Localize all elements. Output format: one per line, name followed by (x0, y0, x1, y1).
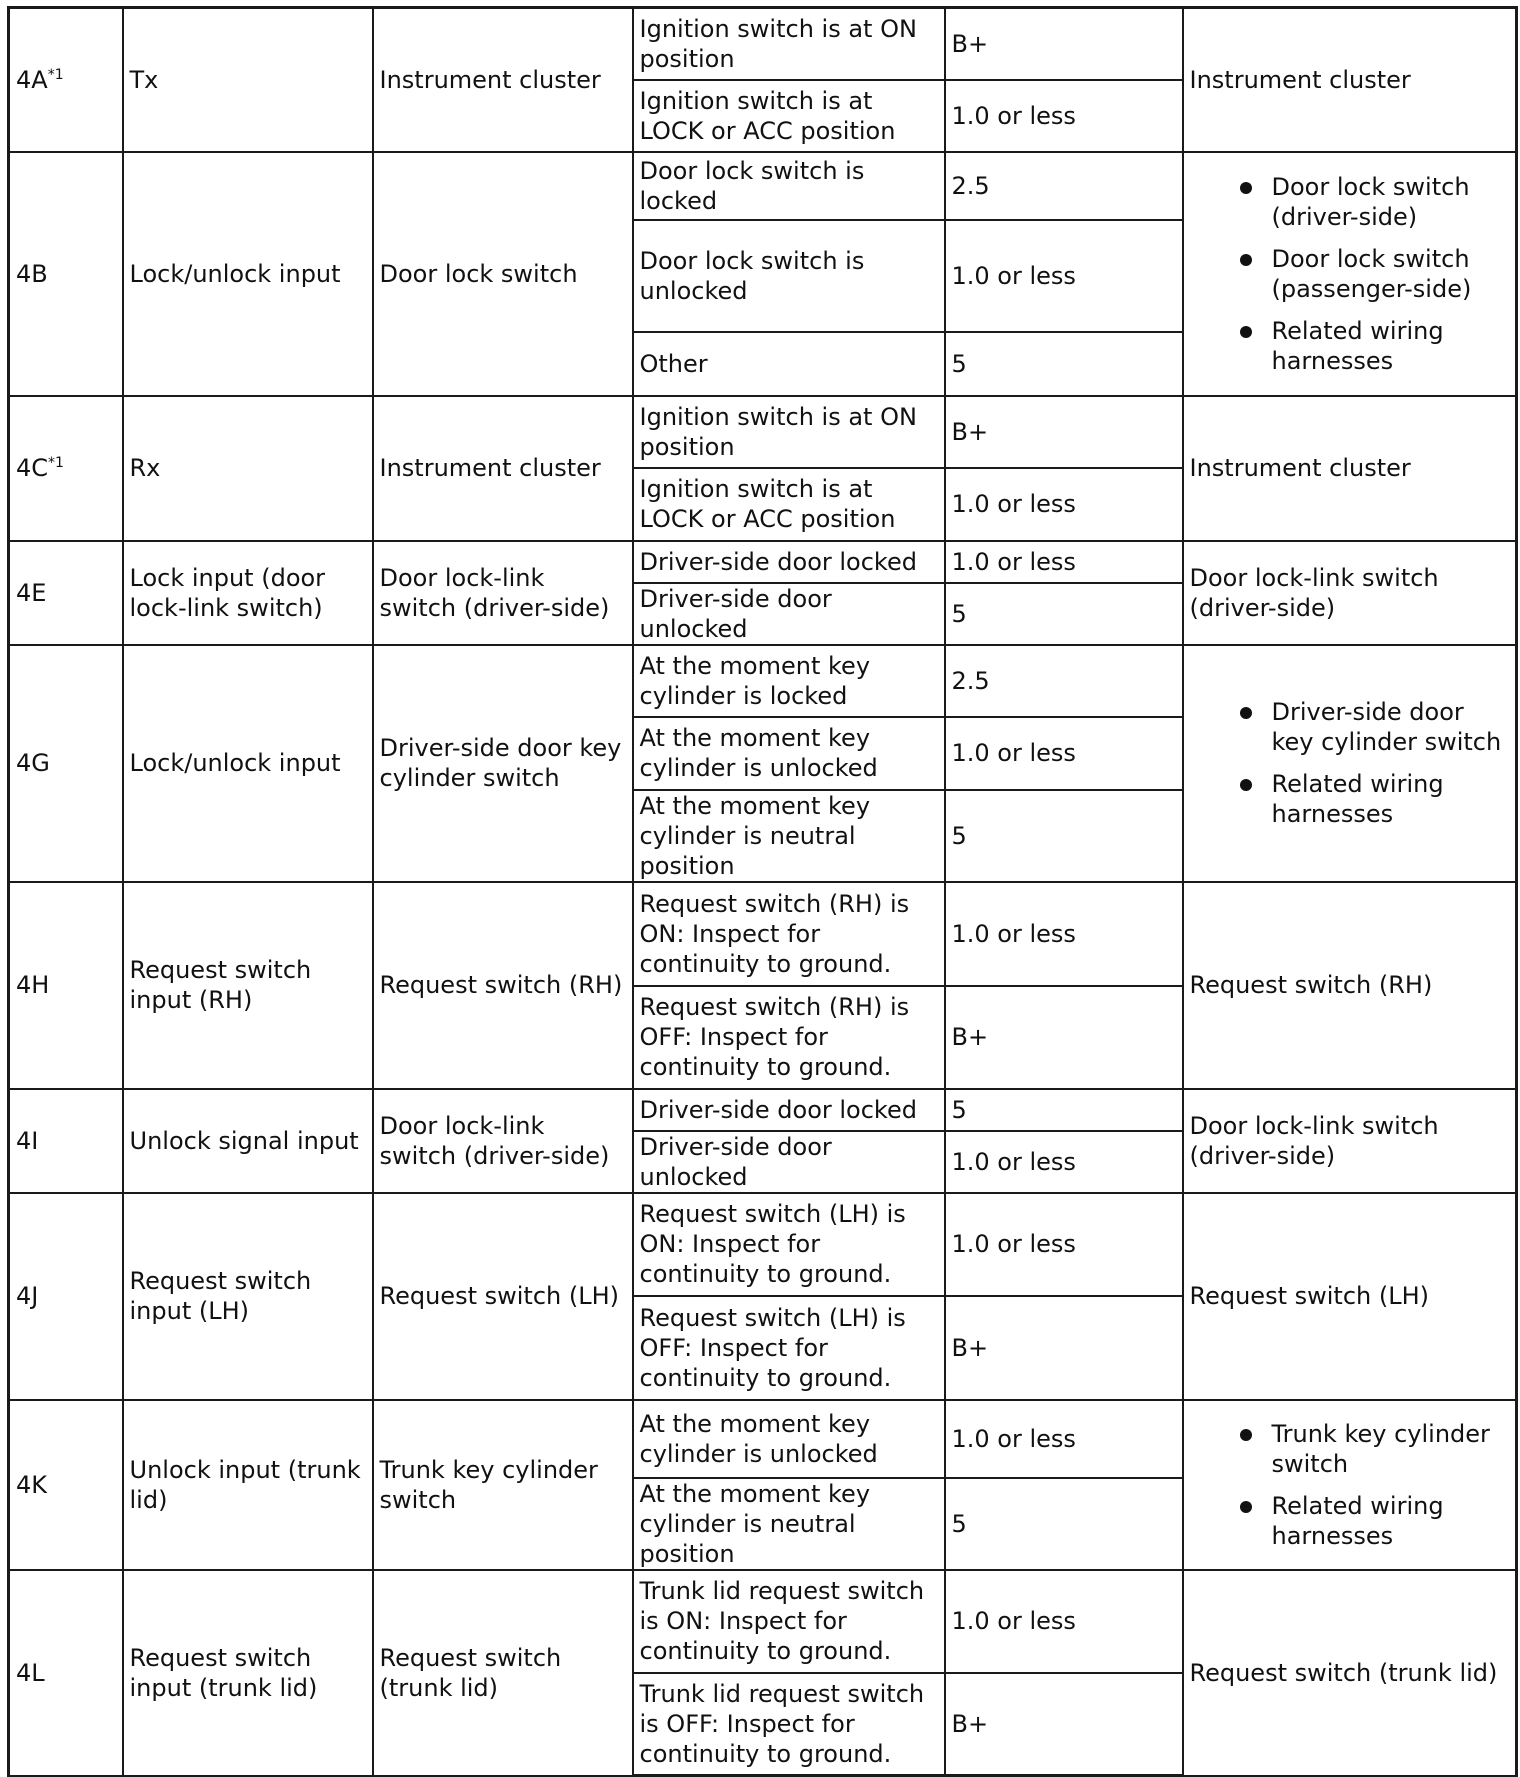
connected-to-cell: Driver-side door key cylinder switch (373, 645, 633, 882)
voltage-cell: 5 (945, 583, 1183, 645)
inspection-bullet-item: Door lock switch (passenger-side) (1272, 244, 1510, 304)
signal-name-cell: Unlock input (trunk lid) (123, 1400, 373, 1570)
terminal-label: 4L (16, 1658, 45, 1687)
condition-cell: Request switch (LH) is ON: Inspect for continuity to ground. (633, 1193, 945, 1296)
terminal-label: 4B (16, 259, 48, 288)
footnote-marker: *1 (47, 66, 64, 83)
connected-to-cell: Request switch (LH) (373, 1193, 633, 1400)
signal-name-cell: Request switch input (trunk lid) (123, 1570, 373, 1776)
connected-to-cell: Door lock switch (373, 152, 633, 396)
voltage-cell: 5 (945, 1478, 1183, 1570)
table-row (9, 152, 1517, 220)
inspection-bullet-item: Trunk key cylinder switch (1272, 1419, 1510, 1479)
condition-cell: Driver-side door locked (633, 541, 945, 583)
terminal-label: 4H (16, 971, 50, 999)
table-row (9, 645, 1517, 717)
voltage-cell: B+ (945, 986, 1183, 1089)
signal-name-cell: Lock/unlock input (123, 152, 373, 396)
terminal-cell (9, 882, 123, 1089)
connected-to-cell: Instrument cluster (373, 8, 633, 152)
voltage-cell: 5 (945, 790, 1183, 882)
condition-cell: At the moment key cylinder is locked (633, 645, 945, 717)
terminal-cell (9, 1089, 123, 1193)
terminal-label: 4A (16, 65, 48, 94)
terminal-cell (9, 152, 123, 396)
inspection-bullet-item: Driver-side door key cylinder switch (1272, 697, 1510, 757)
signal-name-cell: Lock/unlock input (123, 645, 373, 882)
condition-cell: At the moment key cylinder is unlocked (633, 717, 945, 790)
voltage-cell: 1.0 or less (945, 1400, 1183, 1478)
voltage-cell: 1.0 or less (945, 80, 1183, 152)
inspection-item-cell: Instrument cluster (1183, 396, 1517, 541)
voltage-cell: 1.0 or less (945, 1131, 1183, 1193)
inspection-bullet-item: Door lock switch (driver-side) (1272, 172, 1510, 232)
signal-name-cell: Request switch input (LH) (123, 1193, 373, 1400)
signal-name-cell: Tx (123, 8, 373, 152)
condition-cell: Request switch (LH) is OFF: Inspect for continuity to ground. (633, 1296, 945, 1400)
condition-cell: Ignition switch is at LOCK or ACC position (633, 80, 945, 152)
terminal-label: 4G (16, 749, 50, 777)
terminal-cell (9, 541, 123, 645)
table-row (9, 8, 1517, 80)
connected-to-cell: Instrument cluster (373, 396, 633, 541)
inspection-item-cell: Request switch (RH) (1183, 882, 1517, 1089)
condition-cell: Request switch (RH) is ON: Inspect for continuity to ground. (633, 882, 945, 986)
terminal-voltage-table (7, 6, 1518, 1777)
connected-to-cell: Request switch (RH) (373, 882, 633, 1089)
inspection-bullet-list (1190, 1419, 1510, 1551)
inspection-bullet-item: Related wiring harnesses (1272, 769, 1510, 829)
inspection-item-cell: Instrument cluster (1183, 8, 1517, 152)
voltage-cell: 1.0 or less (945, 882, 1183, 986)
voltage-cell: B+ (945, 1296, 1183, 1400)
inspection-item-cell: Door lock-link switch (driver-side) (1183, 1089, 1517, 1193)
inspection-bullet-item: Related wiring harnesses (1272, 316, 1510, 376)
condition-cell: At the moment key cylinder is neutral position (633, 790, 945, 882)
voltage-cell: 1.0 or less (945, 541, 1183, 583)
condition-cell: Trunk lid request switch is ON: Inspect for continuity to ground. (633, 1570, 945, 1673)
inspection-item-cell: Door lock-link switch (driver-side) (1183, 541, 1517, 645)
inspection-bullet-list (1190, 172, 1510, 376)
inspection-bullet-list (1190, 697, 1510, 829)
terminal-cell (9, 8, 123, 152)
footnote-marker: *1 (48, 455, 64, 471)
condition-cell: At the moment key cylinder is unlocked (633, 1400, 945, 1478)
table-row (9, 1570, 1517, 1673)
inspection-bullet-item: Related wiring harnesses (1272, 1491, 1510, 1551)
inspection-item-cell (1183, 645, 1517, 882)
terminal-label: 4K (16, 1470, 48, 1499)
voltage-cell: B+ (945, 396, 1183, 468)
condition-cell: At the moment key cylinder is neutral position (633, 1478, 945, 1570)
terminal-cell (9, 1570, 123, 1776)
condition-cell: Door lock switch is unlocked (633, 220, 945, 332)
voltage-cell: 5 (945, 332, 1183, 396)
terminal-label: 4E (16, 578, 47, 607)
condition-cell: Trunk lid request switch is OFF: Inspect for continuity to ground. (633, 1673, 945, 1776)
terminal-cell (9, 396, 123, 541)
condition-cell: Driver-side door unlocked (633, 1131, 945, 1193)
condition-cell: Driver-side door locked (633, 1089, 945, 1131)
signal-name-cell: Lock input (door lock-link switch) (123, 541, 373, 645)
terminal-cell (9, 1193, 123, 1400)
voltage-cell: 2.5 (945, 152, 1183, 220)
condition-cell: Door lock switch is locked (633, 152, 945, 220)
table-row (9, 396, 1517, 468)
voltage-cell: 5 (945, 1089, 1183, 1131)
voltage-cell: B+ (945, 8, 1183, 80)
table-body (9, 8, 1517, 1776)
voltage-cell: 1.0 or less (945, 1193, 1183, 1296)
voltage-cell: B+ (945, 1673, 1183, 1776)
voltage-cell: 1.0 or less (945, 1570, 1183, 1673)
table-row (9, 1089, 1517, 1131)
terminal-label: 4I (16, 1126, 39, 1155)
table-row (9, 882, 1517, 986)
inspection-item-cell (1183, 1400, 1517, 1570)
terminal-label: 4C (16, 454, 49, 482)
condition-cell: Other (633, 332, 945, 396)
condition-cell: Ignition switch is at ON position (633, 8, 945, 80)
connected-to-cell: Request switch (trunk lid) (373, 1570, 633, 1776)
condition-cell: Ignition switch is at ON position (633, 396, 945, 468)
inspection-item-cell: Request switch (trunk lid) (1183, 1570, 1517, 1776)
condition-cell: Request switch (RH) is OFF: Inspect for continuity to ground. (633, 986, 945, 1089)
signal-name-cell: Request switch input (RH) (123, 882, 373, 1089)
signal-name-cell: Unlock signal input (123, 1089, 373, 1193)
voltage-cell: 1.0 or less (945, 717, 1183, 790)
terminal-cell (9, 645, 123, 882)
connected-to-cell: Door lock-link switch (driver-side) (373, 541, 633, 645)
connected-to-cell: Trunk key cylinder switch (373, 1400, 633, 1570)
terminal-label: 4J (16, 1282, 39, 1310)
voltage-cell: 1.0 or less (945, 220, 1183, 332)
inspection-item-cell (1183, 152, 1517, 396)
table-row (9, 1193, 1517, 1296)
table-row (9, 1400, 1517, 1478)
condition-cell: Ignition switch is at LOCK or ACC position (633, 468, 945, 541)
connected-to-cell: Door lock-link switch (driver-side) (373, 1089, 633, 1193)
voltage-cell: 1.0 or less (945, 468, 1183, 541)
signal-name-cell: Rx (123, 396, 373, 541)
inspection-item-cell: Request switch (LH) (1183, 1193, 1517, 1400)
voltage-cell: 2.5 (945, 645, 1183, 717)
condition-cell: Driver-side door unlocked (633, 583, 945, 645)
table-row (9, 541, 1517, 583)
terminal-cell (9, 1400, 123, 1570)
